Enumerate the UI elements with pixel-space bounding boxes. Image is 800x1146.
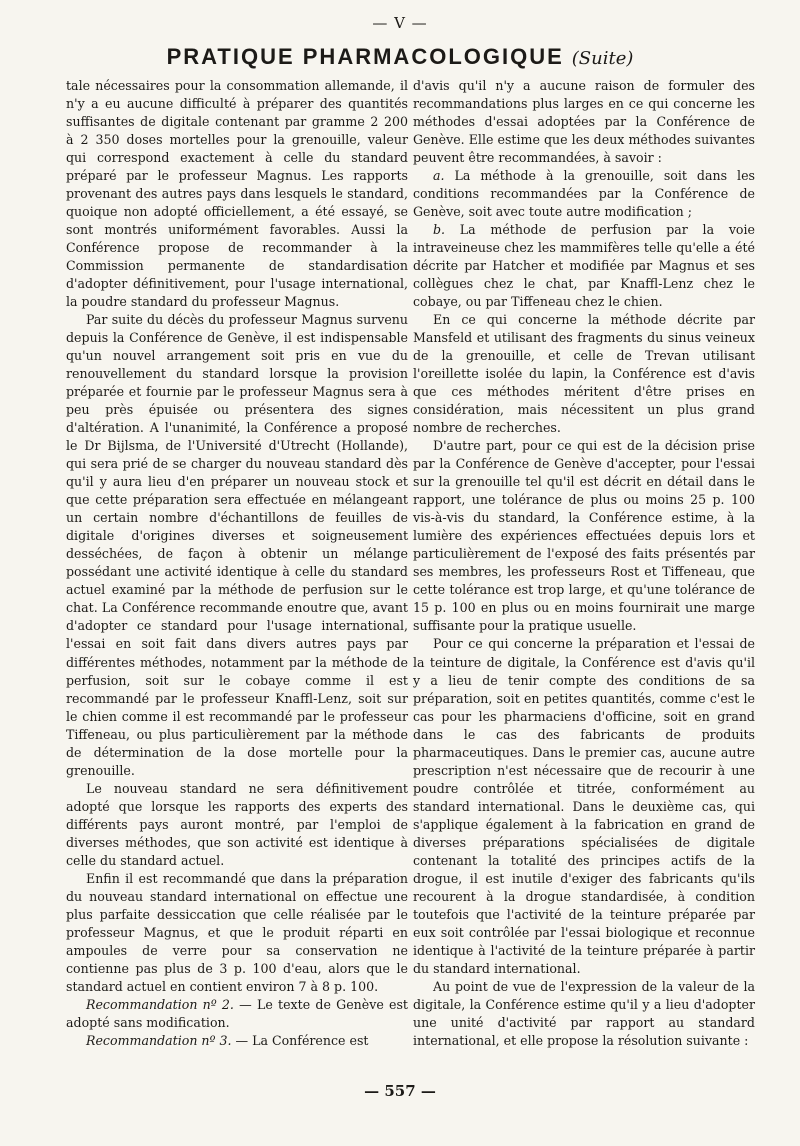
list-item-a [413, 167, 755, 221]
right-column [413, 77, 755, 1050]
left-column [66, 77, 408, 1050]
page-title-suite: (Suite) [571, 48, 634, 69]
list-item-text: La méthode de perfusion par la voie intraveineuse chez les mammifères telle qu'elle a été décrite par Hatcher et modifiée par Magnus et ses collègues chez le chat, par Knaffl-Lenz chez le cobaye, ou par Tiffeneau chez le chien. [413, 222, 755, 310]
recommendation-2 [66, 996, 408, 1032]
list-marker: b. [433, 222, 446, 238]
list-marker: a. [433, 168, 445, 184]
recommendation-label: Recommandation nº 2. [86, 996, 234, 1012]
recommendation-text: — La Conférence est [231, 1032, 369, 1048]
page-header [0, 44, 800, 70]
page-number: — 557 — [364, 1082, 436, 1100]
paragraph: Pour ce qui concerne la préparation et l'essai de la teinture de digitale, la Conférence est d'avis qu'il y a lieu de tenir compte des conditions de sa préparation, soit en petites quantités, comme c'est le cas pour les pharmaciens d'officine, soit en grand dans le cas des fabricants de produits pharmaceutiques. Dans le premier cas, aucune autre prescription n'est nécessaire que de recourir à une poudre contrôlée et titrée, conformément au standard international. Dans le deuxième cas, qui s'applique également à la fabrication en grand de diverses préparations spécialisées de digitale contenant la totalité des principes actifs de la drogue, il est inutile d'exiger des fabricants qu'ils recourent à la drogue standardisée, à condition toutefois que l'activité de la teinture préparée par eux soit contrôlée par l'essai biologique et reconnue identique à l'activité de la teinture préparée à partir du standard international. [413, 636, 755, 976]
paragraph: d'avis qu'il n'y a aucune raison de formuler des recommandations plus larges en ce qui concerne les méthodes d'essai adoptées par la Conférence de Genève. Elle estime que les deux méthodes suivantes peuvent être recommandées, à savoir : [413, 78, 755, 166]
paragraph: D'autre part, pour ce qui est de la décision prise par la Conférence de Genève d'accepter, pour l'essai sur la grenouille tel qu'il est décrit en détail dans le rapport, une tolérance de plus ou moins 25 p. 100 vis-à-vis du standard, la Conférence estime, à la lumière des expériences effectuées depuis lors et particulièrement de l'exposé des faits présentés par ses membres, les professeurs Rost et Tiffeneau, que cette tolérance est trop large, et qu'une tolérance de 15 p. 100 en plus ou en moins fournirait une marge suffisante pour la pratique usuelle. [413, 438, 755, 634]
page-title: PRATIQUE PHARMACOLOGIQUE [166, 44, 564, 69]
paragraph: tale nécessaires pour la consommation allemande, il n'y a eu aucune difficulté à préparer des quantités suffisantes de digitale contenant par gramme 2 200 à 2 350 doses mortelles pour la grenouille, valeur qui correspond exactement à celle du standard préparé par le professeur Magnus. Les rapports provenant des autres pays dans lesquels le standard, quoique non adopté officiellement, a été essayé, se sont montrés uniformément favorables. Aussi la Conférence propose de recommander à la Commission permanente de standardisation d'adopter définitivement, pour l'usage international, la poudre standard du professeur Magnus. [66, 78, 408, 310]
paragraph: En ce qui concerne la méthode décrite par Mansfeld et utilisant des fragments du sinus veineux de la grenouille, et celle de Trevan utilisant l'oreillette isolée du lapin, la Conférence est d'avis que ces méthodes méritent d'être prises en considération, mais nécessitent un plus grand nombre de recherches. [413, 312, 755, 436]
paragraph: Par suite du décès du professeur Magnus survenu depuis la Conférence de Genève, il est indispensable qu'un nouvel arrangement soit pris en vue du renouvellement du standard lorsque la provision préparée et fournie par le professeur Magnus sera à peu près épuisée ou présentera des signes d'altération. A l'unanimité, la Conférence a proposé le Dr Bijlsma, de l'Université d'Utrecht (Hollande), qui sera prié de se charger du nouveau standard dès qu'il y aura lieu d'en préparer un nouveau stock et que cette préparation sera effectuée en mélangeant un certain nombre d'échantillons de feuilles de digitale d'origines diverses et soigneusement desséchées, de façon à obtenir un mélange possédant une activité identique à celle du standard actuel examiné par la méthode de perfusion sur le chat. La Conférence recommande enoutre que, avant d'adopter ce standard pour l'usage international, l'essai en soit fait dans divers autres pays par différentes méthodes, notamment par la méthode de perfusion, soit sur le cobaye comme il est recommandé par le professeur Knaffl-Lenz, soit sur le chien comme il est recommandé par le professeur Tiffeneau, ou plus particulièrement par la méthode de détermination de la dose mortelle pour la grenouille. [66, 312, 408, 778]
page-marker-top: — V — [372, 14, 428, 32]
paragraph: Enfin il est recommandé que dans la préparation du nouveau standard international on effectue une plus parfaite dessiccation que celle réalisée par le professeur Magnus, et que le produit réparti en ampoules de verre pour sa conservation ne contienne pas plus de 3 p. 100 d'eau, alors que le standard actuel en contient environ 7 à 8 p. 100. [66, 870, 408, 994]
paragraph: Le nouveau standard ne sera définitivement adopté que lorsque les rapports des experts des différents pays auront montré, par l'emploi de diverses méthodes, que son activité est identique à celle du standard actuel. [66, 780, 408, 868]
recommendation-3 [66, 1032, 408, 1050]
list-item-text: La méthode à la grenouille, soit dans les conditions recommandées par la Conférence de Genève, soit avec toute autre modification ; [413, 168, 755, 220]
paragraph: Au point de vue de l'expression de la valeur de la digitale, la Conférence estime qu'il y a lieu d'adopter une unité d'activité par rapport au standard international, et elle propose la résolution suivante : [413, 978, 755, 1048]
recommendation-text: — Le texte de Genève est adopté sans modification. [66, 996, 408, 1030]
list-item-b [413, 221, 755, 311]
recommendation-label: Recommandation nº 3. [86, 1032, 232, 1048]
